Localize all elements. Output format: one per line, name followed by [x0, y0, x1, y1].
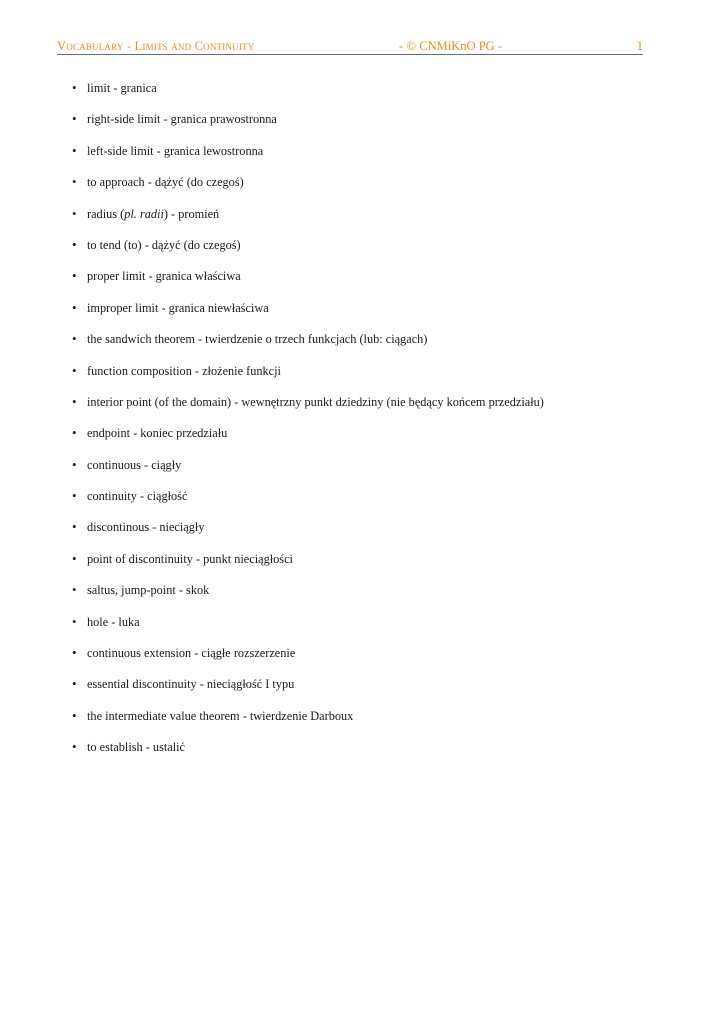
vocabulary-entry-part: ) - promień	[163, 206, 220, 221]
vocabulary-entry: to approach - dążyć (do czegoś)	[87, 175, 244, 190]
vocabulary-list	[72, 76, 544, 767]
page-header	[57, 38, 643, 55]
list-item	[72, 641, 544, 672]
vocabulary-entry	[87, 207, 219, 221]
bullet-icon: •	[72, 707, 77, 723]
bullet-icon: •	[72, 268, 77, 284]
vocabulary-entry: saltus, jump-point - skok	[87, 583, 210, 598]
list-item	[72, 107, 544, 138]
list-item	[72, 327, 544, 358]
vocabulary-entry: point of discontinuity - punkt nieciągłości	[87, 551, 293, 566]
list-item	[72, 610, 544, 641]
bullet-icon: •	[72, 550, 77, 566]
list-item	[72, 735, 544, 766]
vocabulary-entry: continuous - ciągły	[87, 457, 182, 472]
page-number: 1	[636, 39, 643, 53]
copyright-icon: ©	[406, 38, 417, 53]
bullet-icon: •	[72, 456, 77, 472]
vocabulary-entry: the intermediate value theorem - twierdzenie Darboux	[87, 708, 354, 723]
vocabulary-entry: function composition - złożenie funkcji	[87, 363, 281, 378]
list-item	[72, 76, 544, 107]
vocabulary-entry: improper limit - granica niewłaściwa	[87, 300, 269, 315]
vocabulary-entry: interior point (of the domain) - wewnętrzny punkt dziedziny (nie będący końcem przedziału)	[87, 394, 544, 409]
bullet-icon: •	[72, 393, 77, 409]
bullet-icon: •	[72, 142, 77, 158]
list-item	[72, 233, 544, 264]
bullet-icon: •	[72, 362, 77, 378]
vocabulary-entry: left-side limit - granica lewostronna	[87, 143, 264, 158]
list-item	[72, 547, 544, 578]
header-credit-prefix: -	[399, 39, 407, 53]
bullet-icon: •	[72, 331, 77, 347]
bullet-icon: •	[72, 676, 77, 692]
bullet-icon: •	[72, 488, 77, 504]
list-item	[72, 672, 544, 703]
plural-note: pl. radii	[124, 206, 164, 221]
list-item	[72, 390, 544, 421]
vocabulary-entry: to establish - ustalić	[87, 740, 186, 755]
vocabulary-entry: the sandwich theorem - twierdzenie o trzech funkcjach (lub: ciągach)	[87, 332, 428, 347]
vocabulary-entry: continuous extension - ciągłe rozszerzenie	[87, 646, 296, 661]
vocabulary-entry: to tend (to) - dążyć (do czegoś)	[87, 237, 241, 252]
bullet-icon: •	[72, 613, 77, 629]
vocabulary-entry: hole - luka	[87, 614, 140, 629]
vocabulary-entry: limit - granica	[87, 81, 157, 95]
list-item	[72, 202, 544, 233]
vocabulary-entry: continuity - ciągłość	[87, 489, 188, 504]
vocabulary-entry: discontinous - nieciągły	[87, 520, 205, 535]
list-item	[72, 359, 544, 390]
bullet-icon: •	[72, 174, 77, 190]
vocabulary-entry: endpoint - koniec przedziału	[87, 426, 228, 441]
list-item	[72, 484, 544, 515]
header-credit-suffix: CNMiKnO PG -	[416, 39, 502, 53]
list-item	[72, 515, 544, 546]
list-item	[72, 578, 544, 609]
vocabulary-entry: essential discontinuity - nieciągłość I typu	[87, 677, 295, 692]
list-item	[72, 170, 544, 201]
bullet-icon: •	[72, 205, 77, 221]
list-item	[72, 421, 544, 452]
bullet-icon: •	[72, 425, 77, 441]
list-item	[72, 453, 544, 484]
bullet-icon: •	[72, 299, 77, 315]
list-item	[72, 704, 544, 735]
bullet-icon: •	[72, 236, 77, 252]
vocabulary-entry-part: radius (	[87, 206, 125, 221]
bullet-icon: •	[72, 519, 77, 535]
vocabulary-entry: right-side limit - granica prawostronna	[87, 112, 277, 127]
list-item	[72, 139, 544, 170]
document-title: Vocabulary - Limits and Continuity	[57, 39, 255, 53]
bullet-icon: •	[72, 645, 77, 661]
list-item	[72, 264, 544, 295]
bullet-icon: •	[72, 80, 77, 95]
bullet-icon: •	[72, 582, 77, 598]
bullet-icon: •	[72, 111, 77, 127]
list-item	[72, 296, 544, 327]
header-credit	[399, 38, 502, 54]
bullet-icon: •	[72, 739, 77, 755]
vocabulary-entry: proper limit - granica właściwa	[87, 269, 241, 284]
